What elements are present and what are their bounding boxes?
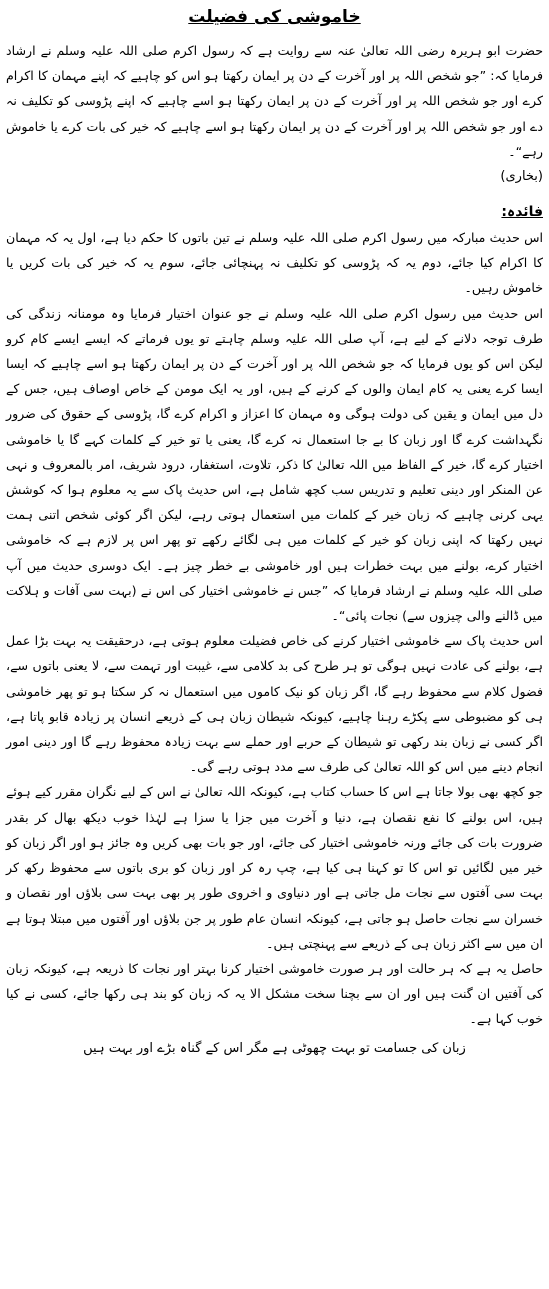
paragraph-4: جو کچھ بھی بولا جاتا ہے اس کا حساب کتاب ہے، کیونکہ اللہ تعالیٰ نے اس کے لیے نگران مقرر کیے ہوئے ہیں، اس بولنے کا نفع نقصان ہے، دنیا و آخرت میں جزا یا سزا ہے لہٰذا خوب دیکھ بھال کر بقدر ضرورت بات کی جائے ورنہ خاموشی اختیار کی جائے، اور جو بات بھی کریں وہ جائز ہو اور اگر زبان کو خیر میں لگائیں تو اس کا تو کہنا ہی کیا ہے، چپ رہ کر اور زبان کو بری باتوں سے محفوظ رکھ کر بہت سی آفتوں سے نجات مل جاتی ہے اور دنیاوی و اخروی طور پر بھی بہت سی بلاؤں اور نقصان و خسران سے نجات حاصل ہو جاتی ہے، کیونکہ انسان عام طور پر جن بلاؤں اور آفتوں میں مبتلا ہوتا ہے ان میں سے اکثر زبان ہی کے ذریعے سے پہنچتی ہیں۔	[6, 784, 543, 951]
section-heading: فائدہ:	[501, 204, 543, 221]
paragraph-5: حاصل یہ ہے کہ ہر حالت اور ہر صورت خاموشی اختیار کرنا بہتر اور نجات کا ذریعہ ہے، کیونکہ زبان کی آفتیں ان گنت ہیں اور ان سے بچنا سخت مشکل الا یہ کہ زبان کو بند ہی رکھا جائے، کسی نے کیا خوب کہا ہے۔	[6, 960, 543, 1027]
paragraph-1: اس حدیث مبارکہ میں رسول اکرم صلی اللہ علیہ وسلم نے تین باتوں کا حکم دیا ہے، اول یہ کہ مہمان کا اکرام کیا جائے، دوم یہ کہ پڑوسی کو تکلیف نہ پہنچائی جائے، سوم یہ کہ خیر کی بات کریں یا خاموش رہیں۔	[6, 230, 543, 296]
paragraph-2: اس حدیث میں رسول اکرم صلی اللہ علیہ وسلم نے جو عنوان اختیار فرمایا وہ مومنانہ زندگی کی طرف توجہ دلانے کے لیے ہے، آپ صلی اللہ علیہ وسلم چاہتے تو یوں فرماتے کہ ایسے ایسے کام کرو لیکن اس کو یوں فرمایا کہ جو شخص اللہ پر اور آخرت کے دن پر ایمان رکھتا ہو اسے چاہیے کہ ایسا ایسا کرے یعنی یہ کام ایمان والوں کے کرنے کے ہیں، اور یہ ایک مومن کے خاص اوصاف ہیں، جس کے دل میں ایمان و یقین کی دولت ہوگی وہ مہمان کا اعزاز و اکرام کرے گا، پڑوسی کے حقوق کی ضرور نگہداشت کرے گا اور زبان کا بے جا استعمال نہ کرے گا، یعنی یا تو خیر کے کلمات کہے گا یا خاموشی اختیار کرے گا، خیر کے الفاظ میں اللہ تعالیٰ کا ذکر، تلاوت، استغفار، درود شریف، امر بالمعروف و نہی عن المنکر اور دینی تعلیم و تدریس سب کچھ شامل ہے، اس حدیث پاک سے یہ معلوم ہوا کہ کوشش یہی کرنی چاہیے کہ زبان خیر کے کلمات میں استعمال ہوتی رہے، لیکن اگر کوئی شخص اتنی ہمت نہیں رکھتا کہ اپنی زبان کو خیر کے کلمات میں ہی لگائے رکھے تو پھر اس پر لازم ہے کہ خاموشی اختیار کرے، بولنے میں بہت خطرات ہیں اور خاموشی بے خطر چیز ہے۔ ایک دوسری حدیث میں آپ صلی اللہ علیہ وسلم نے ارشاد فرمایا کہ ”جس نے خاموشی اختیار کی اس نے (بہت سی آفات و ہلاکت میں ڈالنے والی چیزوں سے) نجات پائی“۔	[6, 305, 543, 624]
hadith-text: حضرت ابو ہریرہ رضی اللہ تعالیٰ عنہ سے روایت ہے کہ رسول اکرم صلی اللہ علیہ وسلم نے ارشاد فرمایا کہ: ”جو شخص اللہ پر اور آخرت کے دن پر ایمان رکھتا ہو اس کو چاہیے کہ اپنے مہمان کا اکرام کرے اور جو شخص اللہ پر اور آخرت کے دن پر ایمان رکھتا ہو اسے چاہیے کہ اپنے پڑوسی کو تکلیف نہ دے اور جو شخص اللہ پر اور آخرت کے دن پر ایمان رکھتا ہو اسے چاہیے کہ خیر کی بات کرے یا خاموش رہے“۔	[6, 43, 543, 159]
article	[6, 4, 543, 1062]
page-title: خاموشی کی فضیلت	[188, 7, 361, 27]
hadith-source: (بخاری)	[500, 169, 543, 185]
paragraph-3: اس حدیث پاک سے خاموشی اختیار کرنے کی خاص فضیلت معلوم ہوتی ہے، درحقیقت یہ بہت بڑا عمل ہے، بولنے کی عادت نہیں ہوگی تو ہر طرح کی بد کلامی سے، غیبت اور تہمت سے، لا یعنی باتوں سے، فضول کلام سے محفوظ رہے گا، اگر زبان کو نیک کاموں میں استعمال نہ کر سکتا ہو تو پھر خاموشی ہی کو مضبوطی سے پکڑے رہنا چاہیے، کیونکہ شیطان زبان ہی کے ذریعے انسان پر زیادہ قابو پاتا ہے، اگر کسی نے زبان بند رکھی تو شیطان کے حربے اور حملے سے بہت زیادہ محفوظ رہے گا اور دینی امور انجام دینے میں اس کو اللہ تعالیٰ کی طرف سے مدد ہوتی رہے گی۔	[6, 633, 543, 775]
closing-verse: زبان کی جسامت تو بہت چھوٹی ہے مگر اس کے گناہ بڑے اور بہت ہیں	[83, 1040, 466, 1056]
